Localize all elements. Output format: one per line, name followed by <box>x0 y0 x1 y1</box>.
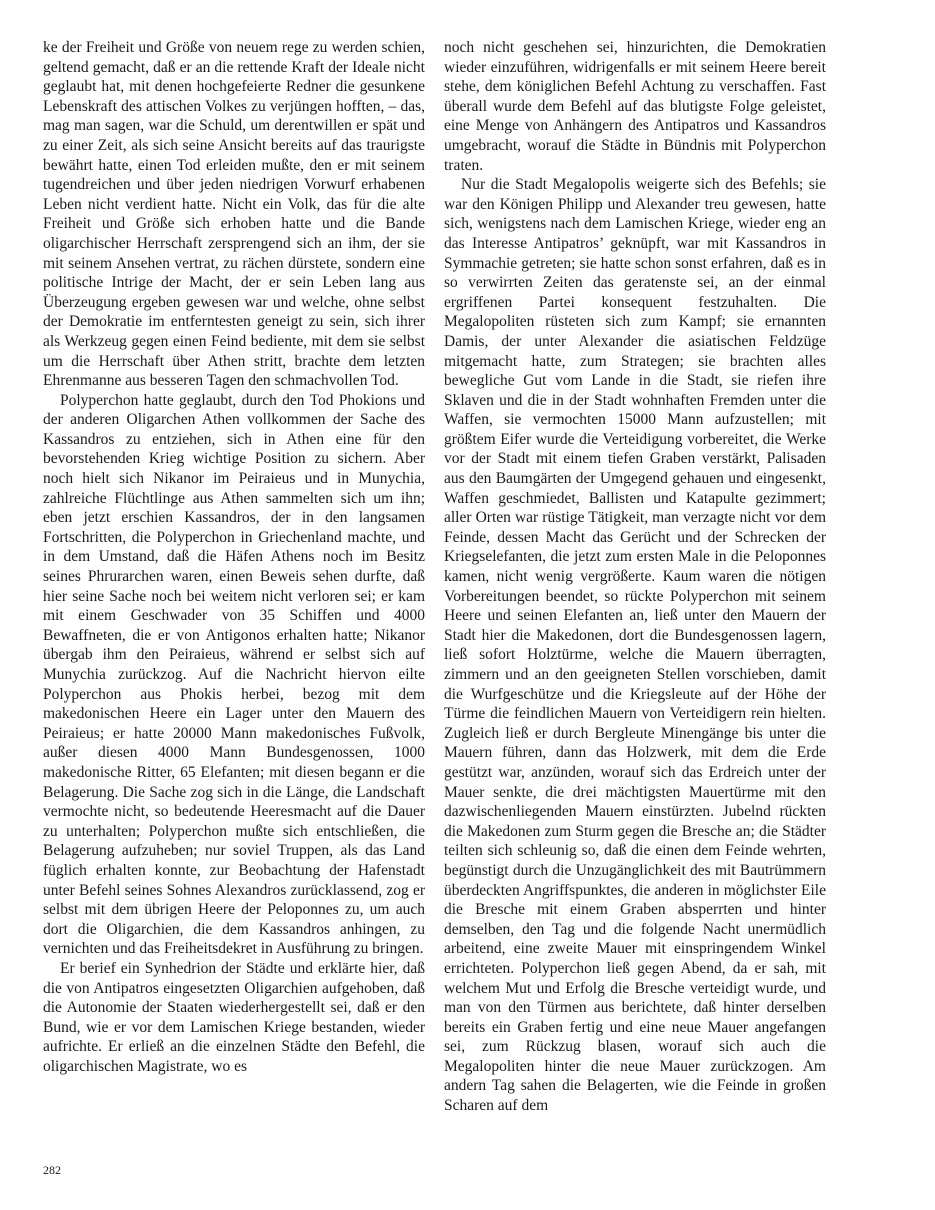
paragraph: Nur die Stadt Megalopolis weigerte sich des Befehls; sie war den Königen Philipp und Alexander treu gewesen, hatte sich, wenigstens nach dem Lamischen Kriege, wieder eng an das Interesse Antipatros’ geknüpft, war mit Kassandros in Symmachie getreten; sie hatte schon sonst erfahren, daß es in so verwirrten Zeiten das geratenste sei, an der einmal ergriffenen Partei konsequent festzuhalten. Die Megalopoliten rüsteten sich zum Kampf; sie ernannten Damis, der unter Alexander die asiatischen Feldzüge mitgemacht hatte, zum Strategen; sie brachten alles bewegliche Gut vom Lande in die Stadt, sie riefen ihre Sklaven und die in der Stadt wohnhaften Fremden unter die Waffen, sie vermochten 15000 Mann aufzustellen; mit größtem Eifer wurde die Verteidigung vorbereitet, die Werke vor der Stadt mit einem tiefen Graben verstärkt, Palisaden aus den Baumgärten der Umgegend gehauen und eingesenkt, Waffen geschmiedet, Ballisten und Katapulte gezimmert; aller Orten war rüstige Tätigkeit, man verzagte nicht vor dem Feinde, dessen Macht das Gerücht und der Schrecken der Kriegselefanten, die jetzt zum ersten Male in die Peloponnes kamen, nicht wenig vergrößerte. Kaum waren die nötigen Vorbereitungen beendet, so rückte Polyperchon mit seinem Heere und seinen Elefanten an, ließ unter den Mauern der Stadt hier die Makedonen, dort die Bundesgenossen lagern, ließ sofort Holztürme, welche die Mauern überragten, zimmern und an den geeigneten Stellen vorschieben, damit die Wurfgeschütze und die Kriegsleute auf der Höhe der Türme die feindlichen Mauern von Verteidigern rein hielten. Zugleich ließ er durch Bergleute Minengänge bis unter die Mauern führen, dann das Holzwerk, mit dem die Erde gestützt war, anzünden, worauf sich das Erdreich unter der Mauer senkte, die drei mächtigsten Mauertürme mit den dazwischenliegenden Mauern einstürzten. Jubelnd rückten die Makedonen zum Sturm gegen die Bresche an; die Städter teilten sich schleunig so, daß die einen dem Feinde wehrten, begünstigt durch die Unzugänglichkeit des mit Bautrümmern überdeckten Angriffspunktes, die anderen in möglichster Eile die Bresche mit einem Graben absperrten und hinter demselben, den Tag und die folgende Nacht unermüdlich arbeitend, eine zweite Mauer mit einspringendem Winkel errichteten. Polyperchon ließ gegen Abend, da er sah, mit welchem Mut und Erfolg die Bresche verteidigt wurde, und man von den Türmen aus berichtete, daß hinter derselben bereits ein Graben fertig und eine neue Mauer angefangen sei, zum Rückzug blasen, worauf sich auch die Megalopoliten hinter die neue Mauer zurückzogen. Am andern Tag sahen die Belagerten, wie die Feinde in großen Scharen auf dem <box>444 176 826 1115</box>
paragraph-continuation: ke der Freiheit und Größe von neuem rege zu werden schien, geltend gemacht, daß er an die rettende Kraft der Ideale nicht geglaubt hat, mit denen hochgefeierte Redner die gesunkene Lebenskraft des attischen Volkes zu verjüngen hofften, – das, mag man sagen, war die Schuld, um derentwillen er spät und zu einer Zeit, als sich seine Ansicht bereits auf das traurigste bewährt hatte, einen Tod erleiden mußte, den er mit seinem tugendreichen und über jeden niedrigen Vorwurf erhabenen Leben nicht verdient hatte. Nicht ein Volk, das für die alte Freiheit und Größe sich erhoben hatte und die Bande oligarchischer Herrschaft zersprengend sich an ihm, der sie mit seinem Ansehen vertrat, zu rächen dürstete, sondern eine politische Intrige der Macht, der er sein Leben lang aus Überzeugung ergeben gewesen war und welche, ohne selbst der Demokratie im entferntesten geneigt zu sein, sich ihrer als Werkzeug gegen einen Feind bediente, mit dem sie selbst um die Herrschaft über Athen stritt, brachte dem letzten Ehrenmanne aus besseren Tagen den schmachvollen Tod. <box>43 39 425 390</box>
left-text-column <box>43 38 425 1076</box>
page-number: 282 <box>43 1163 61 1177</box>
paragraph-continuation: noch nicht geschehen sei, hinzurichten, die Demokratien wieder einzuführen, widrigenfalls er mit seinem Heere bereit stehe, dem königlichen Befehl Achtung zu verschaffen. Fast überall wurde dem Befehl auf das blutigste Folge geleistet, eine Menge von Anhängern des Antipatros und Kassandros umgebracht, worauf die Städte in Bündnis mit Polyperchon traten. <box>444 39 826 174</box>
paragraph: Polyperchon hatte geglaubt, durch den Tod Phokions und der anderen Oligarchen Athen vollkommen der Sache des Kassandros zu entziehen, sich in Athen eine für den bevorstehenden Krieg wichtige Position zu sichern. Aber noch hielt sich Nikanor im Peiraieus und in Munychia, zahlreiche Flüchtlinge aus Athen sammelten sich um ihn; eben jetzt erschien Kassandros, der in den langsamen Fortschritten, die Polyperchon in Griechenland machte, und in dem Umstand, daß die Häfen Athens noch im Besitz seines Phrurarchen waren, einen Beweis sehen durfte, daß hier seine Sache noch bei weitem nicht verloren sei; er kam mit einem Geschwader von 35 Schiffen und 4000 Bewaffneten, die er von Antigonos erhalten hatte; Nikanor übergab ihm den Peiraieus, während er selbst sich auf Munychia zurückzog. Auf die Nachricht hiervon eilte Polyperchon aus Phokis herbei, bezog mit dem makedonischen Heere ein Lager unter den Mauern des Peiraieus; er hatte 20000 Mann makedonisches Fußvolk, außer diesen 4000 Mann Bundesgenossen, 1000 makedonische Ritter, 65 Elefanten; mit diesen begann er die Belagerung. Die Sache zog sich in die Länge, die Landschaft vermochte nicht, so bedeutende Heeresmacht auf die Dauer zu unterhalten; Polyperchon mußte sich entschließen, die Belagerung aufzuheben; nur soviel Truppen, als das Land füglich erhalten konnte, zur Beobachtung der Hafenstadt unter Befehl seines Sohnes Alexandros zurücklassend, zog er selbst mit dem übrigen Heere der Peloponnes zu, um auch dort die Oligarchien, die dem Kassandros anhingen, zu vernichten und das Freiheitsdekret in Ausführung zu bringen. <box>43 391 425 958</box>
paragraph: Er berief ein Synhedrion der Städte und erklärte hier, daß die von Antipatros eingesetzten Oligarchien aufgehoben, daß die Autonomie der Staaten wiederhergestellt sei, daß er den Bund, wie er vor dem Lamischen Kriege bestanden, wieder aufrichte. Er erließ an die einzelnen Städte den Befehl, die oligarchischen Magistrate, wo es <box>43 959 425 1075</box>
right-text-column <box>444 38 826 1116</box>
